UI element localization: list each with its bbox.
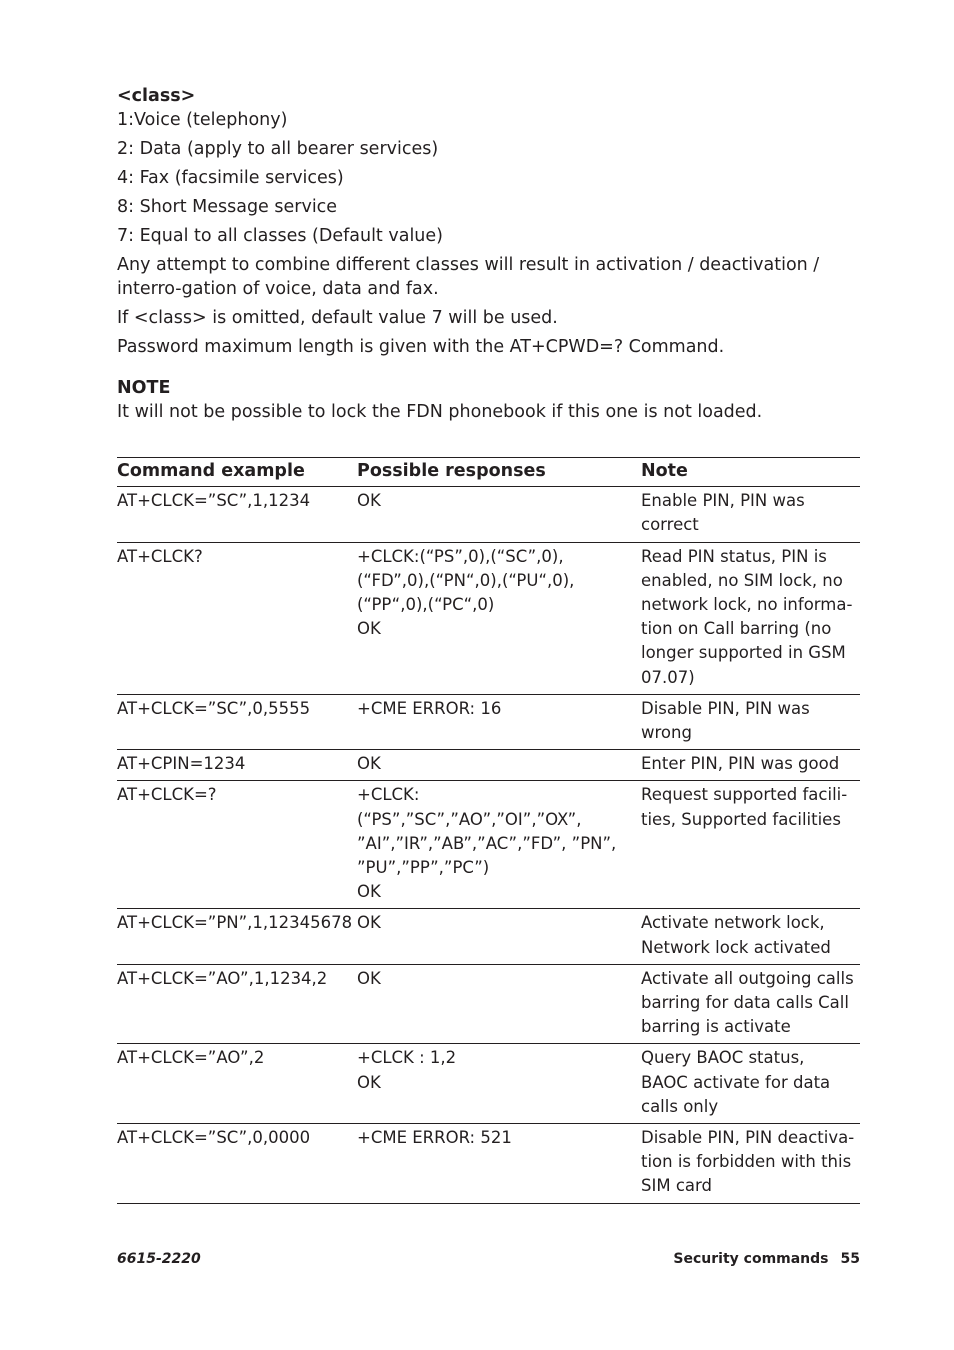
table-row	[117, 1124, 860, 1204]
command-cell: AT+CPIN=1234	[117, 750, 357, 781]
class-paragraph: Any attempt to combine different classes will result in activation / deactivation / interro-gation of voice, data and fax.	[117, 255, 820, 299]
note-cell: Enter PIN, PIN was good	[641, 750, 860, 781]
note-text: It will not be possible to lock the FDN phonebook if this one is not loaded.	[117, 402, 763, 422]
table-row	[117, 750, 860, 781]
class-item: 4: Fax (facsimile services)	[117, 168, 344, 188]
note-cell: Activate network lock, Network lock activated	[641, 909, 860, 964]
note-cell: Request supported facili- ties, Supported facilities	[641, 781, 860, 909]
note-cell: Query BAOC status, BAOC activate for data calls only	[641, 1044, 860, 1124]
command-cell: AT+CLCK=”AO”,1,1234,2	[117, 964, 357, 1044]
table-row	[117, 1044, 860, 1124]
command-cell: AT+CLCK=?	[117, 781, 357, 909]
command-cell: AT+CLCK=”SC”,1,1234	[117, 487, 357, 542]
column-header-note: Note	[641, 458, 860, 487]
column-header-responses: Possible responses	[357, 458, 641, 487]
response-cell: +CLCK:(“PS”,0),(“SC”,0), (“FD”,0),(“PN“,0),(“PU“,0), (“PP“,0),(“PC“,0) OK	[357, 542, 641, 694]
table-header-row	[117, 458, 860, 487]
table-row	[117, 694, 860, 749]
class-item: 7: Equal to all classes (Default value)	[117, 226, 443, 246]
note-cell: Disable PIN, PIN deactiva- tion is forbidden with this SIM card	[641, 1124, 860, 1204]
class-item: 1:Voice (telephony)	[117, 110, 288, 130]
command-cell: AT+CLCK=”SC”,0,5555	[117, 694, 357, 749]
response-cell: +CLCK: (“PS”,”SC”,”AO”,”OI”,”OX”, ”AI”,”IR”,”AB”,”AC”,”FD”, ”PN”, ”PU”,”PP”,”PC”) OK	[357, 781, 641, 909]
command-cell: AT+CLCK=”AO”,2	[117, 1044, 357, 1124]
response-cell: OK	[357, 487, 641, 542]
table-row	[117, 542, 860, 694]
command-cell: AT+CLCK=”SC”,0,0000	[117, 1124, 357, 1204]
note-cell: Activate all outgoing calls barring for data calls Call barring is activate	[641, 964, 860, 1044]
column-header-command: Command example	[117, 458, 357, 487]
response-cell: +CME ERROR: 521	[357, 1124, 641, 1204]
response-cell: +CLCK : 1,2 OK	[357, 1044, 641, 1124]
note-cell: Read PIN status, PIN is enabled, no SIM lock, no network lock, no informa- tion on Call barring (no longer supported in GSM 07.07)	[641, 542, 860, 694]
table-row	[117, 487, 860, 542]
page-number: 55	[840, 1251, 860, 1267]
response-cell: OK	[357, 964, 641, 1044]
note-cell: Disable PIN, PIN was wrong	[641, 694, 860, 749]
class-paragraph: Password maximum length is given with the AT+CPWD=? Command.	[117, 337, 725, 357]
class-item: 2: Data (apply to all bearer services)	[117, 139, 439, 159]
response-cell: OK	[357, 750, 641, 781]
footer-section-title: Security commands	[673, 1251, 829, 1267]
command-table	[117, 457, 860, 1204]
note-cell: Enable PIN, PIN was correct	[641, 487, 860, 542]
class-item: 8: Short Message service	[117, 197, 338, 217]
class-heading: <class>	[117, 86, 196, 106]
command-cell: AT+CLCK?	[117, 542, 357, 694]
table-row	[117, 781, 860, 909]
footer-doc-number: 6615-2220	[117, 1251, 201, 1267]
table-row	[117, 909, 860, 964]
class-paragraph: If <class> is omitted, default value 7 will be used.	[117, 308, 558, 328]
footer-section	[673, 1251, 860, 1267]
main-content	[117, 84, 860, 429]
note-heading: NOTE	[117, 378, 171, 398]
response-cell: OK	[357, 909, 641, 964]
command-cell: AT+CLCK=”PN”,1,12345678	[117, 909, 357, 964]
table-row	[117, 964, 860, 1044]
response-cell: +CME ERROR: 16	[357, 694, 641, 749]
